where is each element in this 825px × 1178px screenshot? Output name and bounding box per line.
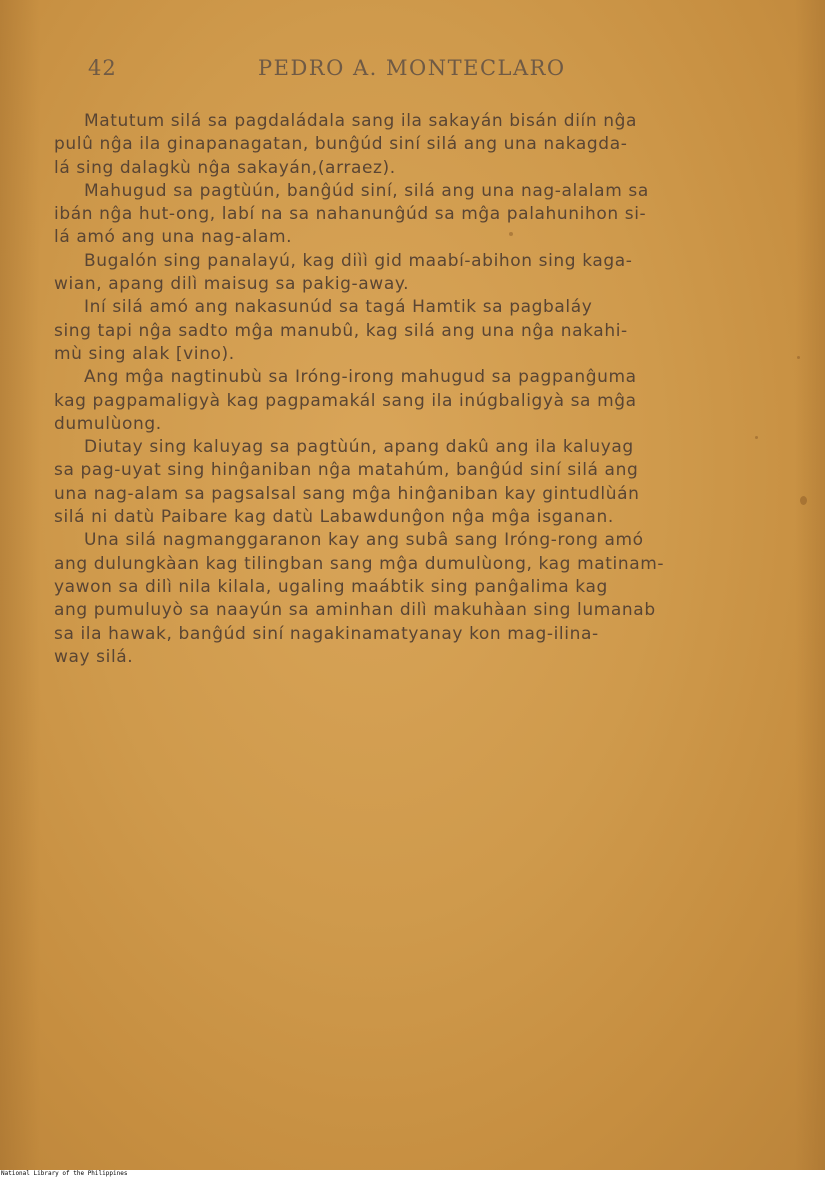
text-line: ang pumuluyò sa naayún sa aminhan dilì makuhàan sing lumanab: [54, 600, 656, 621]
text-line: Una silá nagmanggaranon kay ang subâ sang Iróng-rong amó: [84, 530, 644, 551]
paper-spot: [800, 496, 807, 505]
paragraph: [54, 296, 754, 366]
text-line: wian, apang dilì maisug sa pakig-away.: [54, 274, 410, 295]
page-header: [88, 56, 618, 90]
text-line: yawon sa dilì nila kilala, ugaling maábtik sing panĝalima kag: [54, 576, 608, 597]
body-text: [54, 110, 754, 669]
running-head: PEDRO A. MONTECLARO: [258, 56, 566, 80]
text-line: dumulùong.: [54, 413, 162, 434]
text-line: sa ila hawak, banĝúd siní nagakinamatyanay kon mag-ilina-: [54, 623, 599, 644]
text-line: sing tapi nĝa sadto mĝa manubû, kag silá ang una nĝa nakahi-: [54, 320, 628, 341]
text-line: way silá.: [54, 646, 134, 667]
text-line: Bugalón sing panalayú, kag diìì gid maabí-abihon sing kaga-: [84, 250, 633, 271]
text-line: una nag-alam sa pagsalsal sang mĝa hinĝaniban kay gintudlùán: [54, 483, 640, 504]
text-line: Ang mĝa nagtinubù sa Iróng-irong mahugud sa pagpanĝuma: [84, 367, 637, 388]
text-line: Iní silá amó ang nakasunúd sa tagá Hamtik sa pagbaláy: [84, 297, 593, 318]
text-line: pulû nĝa ila ginapanagatan, bunĝúd siní silá ang una nakagda-: [54, 134, 628, 155]
paragraph: [54, 436, 754, 529]
text-line: Mahugud sa pagtùún, banĝúd siní, silá ang una nag-alalam sa: [84, 180, 649, 201]
text-line: Matutum silá sa pagdaládala sang ila sakayán bisán diín nĝa: [84, 111, 638, 131]
text-line: lá amó ang una nag-alam.: [54, 227, 293, 248]
paragraph: [54, 529, 754, 669]
paper-spot: [797, 356, 800, 359]
page-number: 42: [88, 56, 117, 80]
text-line: lá sing dalagkù nĝa sakayán,(arraez).: [54, 157, 396, 178]
paragraph: [54, 180, 754, 250]
text-line: silá ni datù Paibare kag datù Labawdunĝon nĝa mĝa isganan.: [54, 507, 614, 528]
text-line: sa pag-uyat sing hinĝaniban nĝa matahúm, banĝúd siní silá ang: [54, 460, 639, 481]
paper-spot: [755, 436, 758, 439]
library-credit: National Library of the Philippines: [1, 1170, 128, 1177]
paragraph: [54, 250, 754, 297]
text-line: ang dulungkàan kag tilingban sang mĝa dumulùong, kag matinam-: [54, 553, 665, 574]
text-line: kag pagpamaligyà kag pagpamakál sang ila inúgbaligyà sa mĝa: [54, 390, 637, 411]
paragraph: [54, 366, 754, 436]
paragraph: [54, 110, 754, 180]
text-line: ibán nĝa hut-ong, labí na sa nahanunĝúd sa mĝa palahunihon si-: [54, 204, 647, 225]
text-line: Diutay sing kaluyag sa pagtùún, apang dakû ang ila kaluyag: [84, 437, 634, 458]
text-line: mù sing alak [vino).: [54, 343, 235, 364]
